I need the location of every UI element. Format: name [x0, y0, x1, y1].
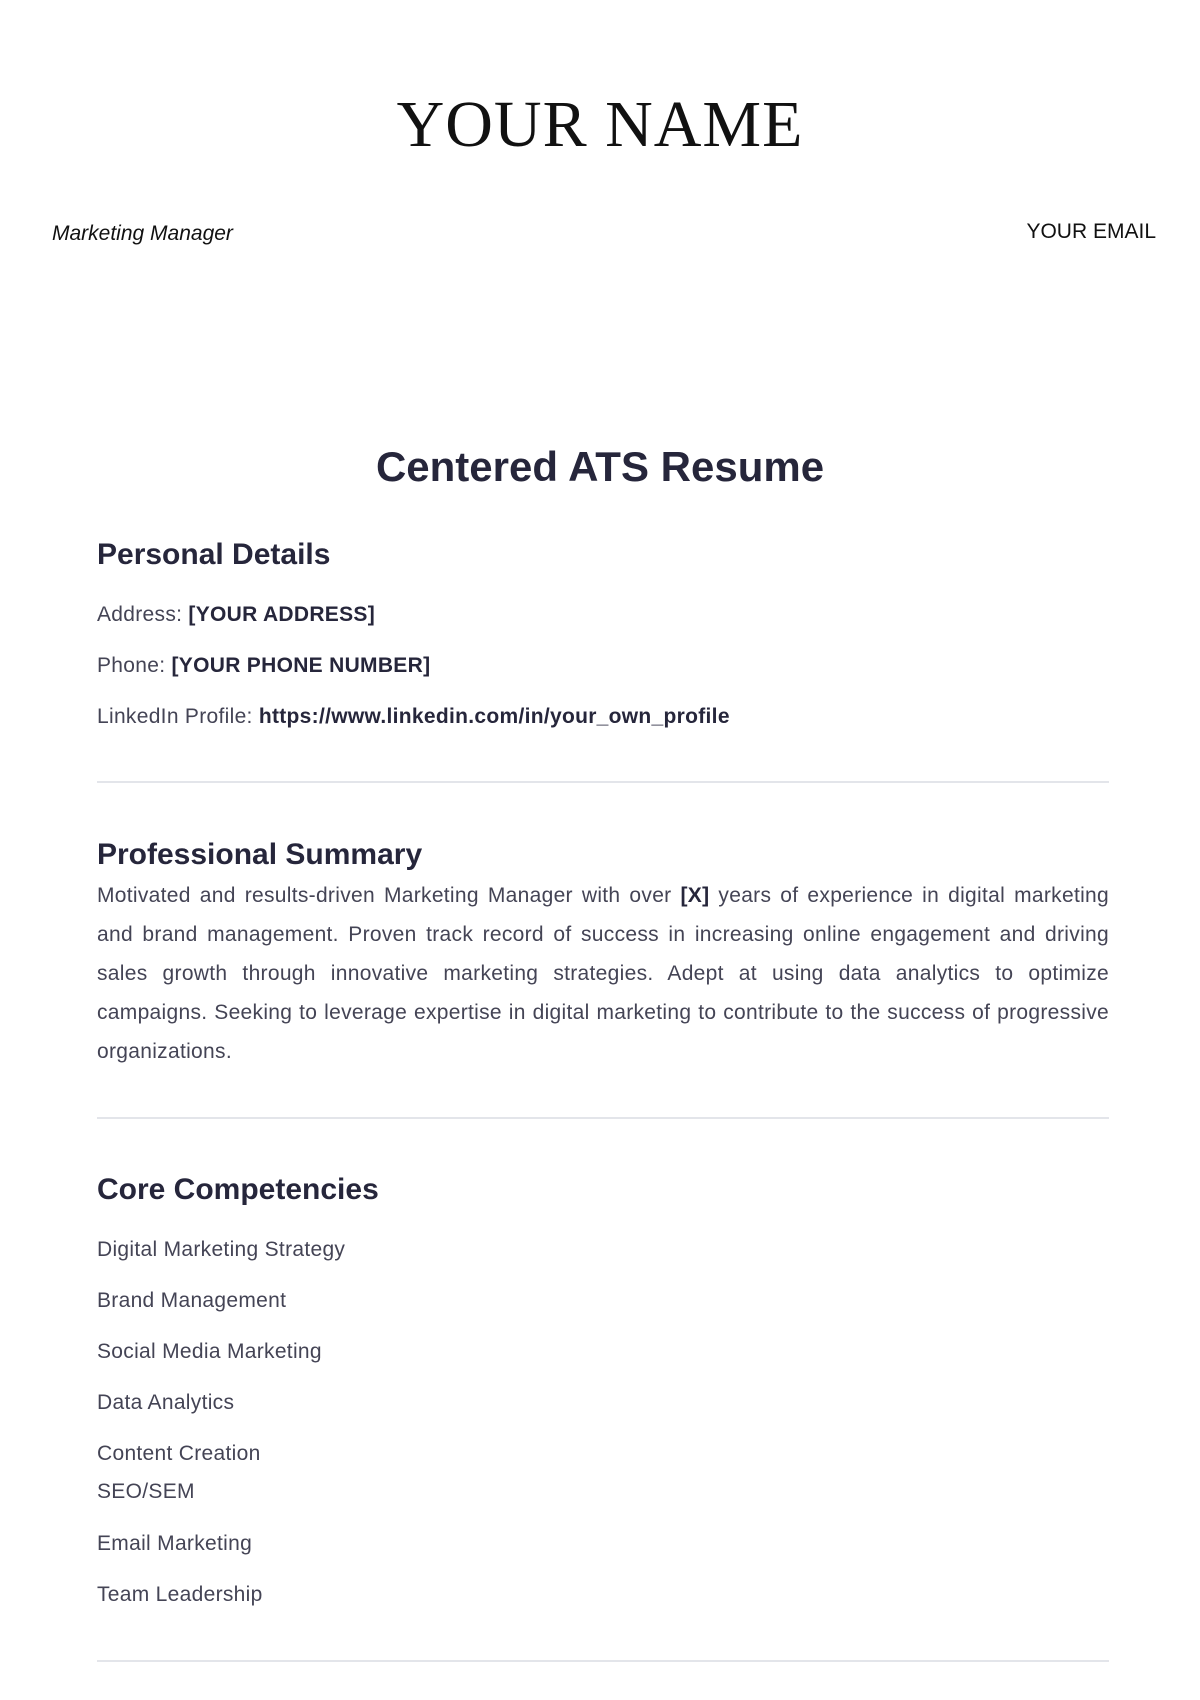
address-label: Address: [97, 603, 183, 626]
email: YOUR EMAIL [1026, 220, 1156, 243]
competency-item: Digital Marketing Strategy [97, 1238, 346, 1261]
section-divider [97, 1660, 1109, 1662]
competencies-section [97, 1173, 1109, 1206]
summary-section [97, 838, 1109, 871]
phone-value: [YOUR PHONE NUMBER] [171, 654, 431, 677]
linkedin-value: https://www.linkedin.com/in/your_own_profile [258, 705, 730, 728]
section-divider [97, 1117, 1109, 1119]
address-line [97, 603, 1109, 627]
linkedin-line [97, 705, 1109, 729]
years-placeholder: [X] [680, 884, 710, 907]
competency-item: Brand Management [97, 1289, 287, 1312]
competency-item: Data Analytics [97, 1391, 235, 1414]
competency-item: Social Media Marketing [97, 1340, 322, 1363]
summary-heading: Professional Summary [97, 838, 423, 871]
phone-line [97, 654, 1109, 678]
linkedin-label: LinkedIn Profile: [97, 705, 253, 728]
personal-details-section [97, 538, 1109, 571]
resume-name: YOUR NAME [396, 88, 804, 161]
personal-details-heading: Personal Details [97, 538, 331, 571]
summary-paragraph [97, 876, 1109, 1071]
job-title: Marketing Manager [52, 222, 233, 245]
competency-item: SEO/SEM [97, 1480, 195, 1503]
address-value: [YOUR ADDRESS] [188, 603, 376, 626]
competency-item: Content Creation [97, 1442, 261, 1465]
section-divider [97, 781, 1109, 783]
summary-text-after: years of experience in digital marketing and brand management. Proven track record of success in increasing online engagement and driving sales growth through innovative marketing strategies. Adept at using data analytics to optimize campaigns. Seeking to leverage expertise in digital marketing to contribute to the success of progressive organizations. [97, 884, 1109, 1063]
document-title: Centered ATS Resume [375, 443, 825, 490]
competency-item: Email Marketing [97, 1532, 253, 1555]
summary-text-before: Motivated and results-driven Marketing Manager with over [97, 884, 672, 907]
competencies-heading: Core Competencies [97, 1173, 379, 1206]
competency-item: Team Leadership [97, 1583, 263, 1606]
phone-label: Phone: [97, 654, 166, 677]
